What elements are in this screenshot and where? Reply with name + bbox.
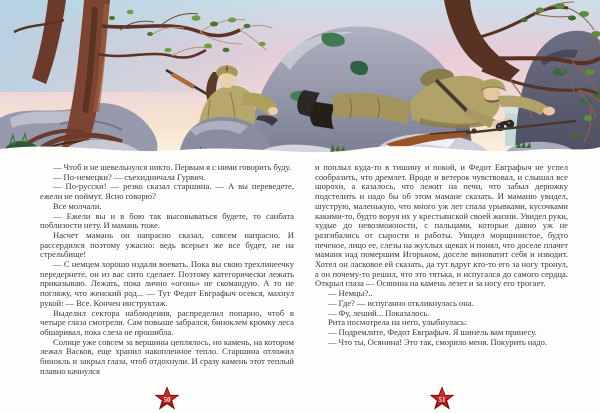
paragraph: Солнце уже совсем за вершины цеплялось, но камень, на котором лежал Васков, еще хранил накопленное тепло. Старшина отложил бинокль и закрыл глаза, чтоб отдохнули. И сразу камень этот теплый плавно качнулся [40,336,294,376]
paragraph: — Ежели вы и в бою так высовываться будете, то санбата поблизости нету. И мамань тоже. [40,210,294,231]
page-number: 50 [163,396,171,404]
paragraph: — Что ты, Осянина! Это так, сморило меня. Покурить надо. [328,336,548,347]
cap-red-star [226,68,229,71]
paragraph: — Фу, леший... Показалось. [328,307,430,318]
page-left [40,163,294,413]
paragraph: — Чтоб и не шевельнулся никто. Первым я с ними говорить буду. [53,163,292,172]
paragraph: Все молчали. [53,200,102,211]
page-right-text [315,163,568,387]
page-right [315,163,568,413]
paragraph: — Подремлите, Федот Евграфыч. Я шинель вам принесу. [328,326,537,337]
page-number-star-right [428,386,455,412]
page-left-text [40,163,294,387]
page-number-star-left [154,386,181,412]
page-number: 51 [438,396,445,404]
book-illustration [0,0,600,163]
paragraph: Насчет мамань он напрасно сказал, совсем напрасно. И рассердился поэтому ужасно: ведь всерьез же все будет, не на стрельбище! [40,229,294,260]
paragraph: Рита посмотрела на него, улыбнулась: [328,317,468,328]
paragraph: — С немцем хорошо издали воевать. Пока вы свою трехлинеечку передернете, он из вас сито сделает. Поэтому категорически лежать приказываю. Лежать, пока лично «огонь» не скомандую. А то не погляжу, что женский род... — Тут Федот Евграфыч осекся, махнул рукой: — Все. Кончен инструктаж. [40,259,294,308]
paragraph: — По-русски! — резко сказал старшина. — А вы переведете, ежели не поймут. Ясно говорю? [40,181,294,202]
text-pages [0,163,600,413]
paragraph: — По-немецки? — съехидничала Гурвич. [53,171,206,182]
paragraph: и поплыл куда-то в тишину и покой, и Федот Евграфыч не успел сообразить, что дремлет. Вроде и ветерок чувствовал, и слышал все шорохи, а казалось, что лежит на печи, что забыл дерюжку подстелить и надо бы об этом мамане сказать. И маманю увидел, шуструю, маленькую, что много уж лет спала урывками, кусочками какими-то, будто воруя их у крестьянской своей жизни. Увидел руки, худые до невозможности, с пальцами, которые давно уж не разгибались от сырости и работы. Увидел морщинистое, будто печеное, лицо ее, слезы на жухлых щеках и понял, что доселе плачет маманя над помершим Игорьком, доселе виноватит себя и изводит. Хотел он ласковое ей сказать, да тут вдруг кто-то его за ногу тронул, а он почему-то решил, что это тятька, и испугался до самого сердца. Открыл глаза — Осянина на камень лезет и за ногу его трогает. [315,163,568,289]
paragraph: Выделил сектора наблюдения, распределил попарно, чтоб в четыре глаза смотрели. Сам повыше забрался, биноклем кромку леса обшаривал, пока слеза не прошибла. [40,307,294,337]
paragraph: — Где? — испуганно откликнулась она. [328,297,474,308]
paragraph: — Немцы?.. [328,288,373,299]
